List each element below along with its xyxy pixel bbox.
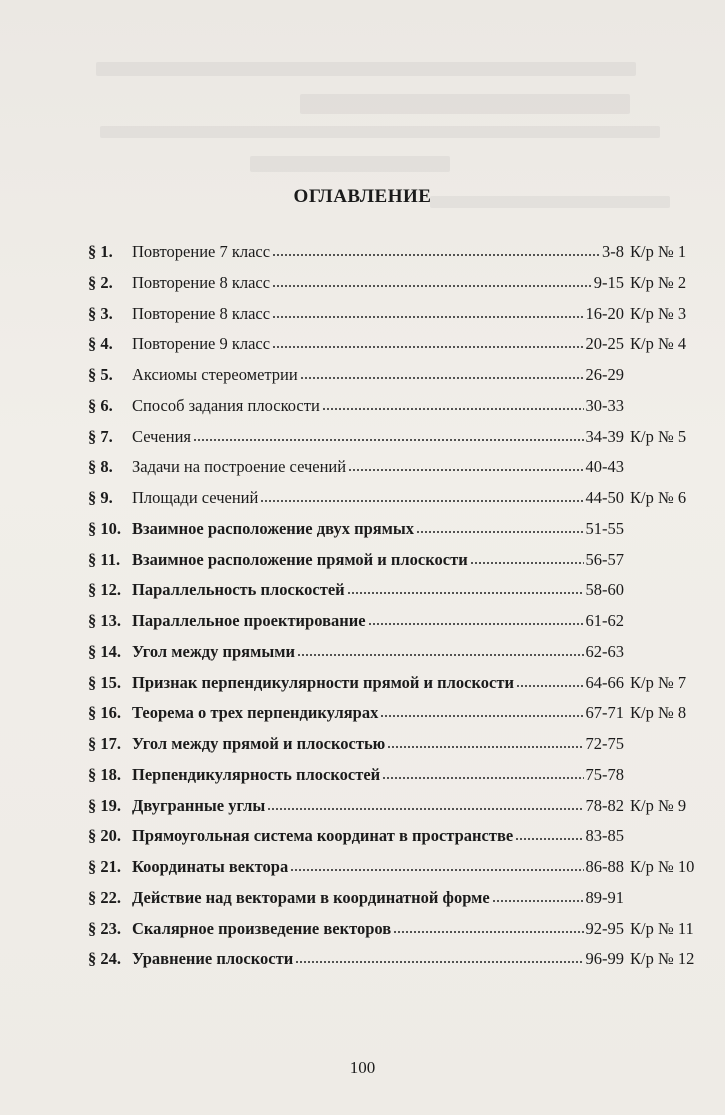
section-number: § 13.: [88, 611, 121, 630]
toc-entry: [88, 550, 708, 581]
section-title: Взаимное расположение двух прямых: [132, 518, 415, 538]
bleed-through-mark: [100, 126, 660, 138]
section-title: Угол между прямой и плоскостью: [132, 734, 386, 753]
toc-entry: [88, 765, 708, 796]
dot-leader: [322, 397, 584, 411]
page-range: 86-88: [585, 857, 624, 876]
page-range: 58-60: [585, 580, 624, 600]
section-title: Уравнение плоскости: [132, 949, 294, 969]
dot-leader: [272, 274, 592, 288]
section-number: § 11.: [88, 549, 121, 569]
test-label: К/р № 9: [630, 795, 687, 815]
toc-entry: [88, 488, 708, 519]
page-range: 51-55: [585, 518, 624, 538]
section-title: Взаимное расположение прямой и плоскости: [132, 549, 468, 569]
test-label: К/р № 11: [630, 918, 694, 938]
toc-entry: [88, 734, 708, 765]
dot-leader: [347, 581, 584, 595]
test-label: К/р № 5: [630, 426, 687, 446]
dot-leader: [380, 704, 583, 718]
page-range: 56-57: [585, 549, 624, 569]
section-title: Прямоугольная система координат в пространстве: [132, 826, 514, 846]
section-title: Повторение 8 класс: [132, 272, 271, 292]
toc-entry: [88, 857, 708, 888]
section-number: § 5.: [88, 365, 113, 384]
dot-leader: [297, 643, 584, 657]
dot-leader: [267, 797, 583, 811]
toc-entry: [88, 396, 708, 427]
page-range: 67-71: [585, 703, 624, 723]
section-number: § 1.: [88, 242, 113, 261]
toc-entry: [88, 888, 708, 919]
toc-entry: [88, 796, 708, 827]
dot-leader: [193, 428, 584, 442]
test-label: К/р № 7: [630, 672, 687, 692]
toc-entry: [88, 334, 708, 365]
section-number: § 17.: [88, 734, 121, 753]
page-range: 26-29: [585, 365, 624, 384]
dot-leader: [382, 766, 583, 780]
section-title: Повторение 9 класс: [132, 334, 271, 354]
section-title: Скалярное произведение векторов: [132, 918, 392, 938]
page-range: 78-82: [585, 795, 624, 815]
section-title: Повторение 8 класс: [132, 303, 271, 323]
dot-leader: [393, 920, 583, 934]
section-number: § 10.: [88, 518, 121, 538]
bleed-through-mark: [96, 62, 636, 76]
section-number: § 19.: [88, 795, 121, 815]
section-title: Теорема о трех перпендикулярах: [132, 703, 379, 723]
page-range: 89-91: [585, 887, 624, 907]
section-number: § 21.: [88, 857, 121, 876]
page-range: 20-25: [585, 334, 624, 354]
toc-title: ОГЛАВЛЕНИЕ: [293, 186, 432, 207]
section-title: Сечения: [132, 426, 191, 446]
dot-leader: [368, 612, 584, 626]
page-range: 61-62: [585, 611, 624, 630]
dot-leader: [290, 858, 583, 872]
section-title: Площади сечений: [132, 488, 259, 507]
section-number: § 12.: [88, 580, 121, 600]
page-range: 3-8: [602, 242, 624, 261]
test-label: К/р № 2: [630, 272, 687, 292]
page-range: 96-99: [585, 949, 624, 969]
dot-leader: [416, 520, 583, 534]
dot-leader: [470, 551, 584, 565]
toc-entry: [88, 580, 708, 611]
toc-entry: [88, 365, 708, 396]
section-number: § 3.: [88, 303, 113, 323]
test-label: К/р № 6: [630, 488, 687, 507]
table-of-contents: [88, 242, 708, 980]
test-label: К/р № 4: [630, 334, 687, 354]
section-number: § 23.: [88, 918, 121, 938]
dot-leader: [272, 243, 600, 257]
section-title: Способ задания плоскости: [132, 395, 320, 415]
toc-entry: [88, 703, 708, 734]
page-range: 72-75: [585, 734, 624, 753]
section-title: Повторение 7 класс: [132, 242, 271, 261]
section-title: Задачи на построение сечений: [132, 457, 347, 477]
page-range: 16-20: [585, 303, 624, 323]
dot-leader: [515, 827, 583, 841]
toc-entry: [88, 427, 708, 458]
section-number: § 16.: [88, 703, 121, 723]
page-range: 44-50: [585, 488, 624, 507]
page-range: 40-43: [585, 457, 624, 477]
section-number: § 14.: [88, 641, 121, 661]
section-title: Перпендикулярность плоскостей: [132, 764, 381, 784]
page-range: 30-33: [585, 395, 624, 415]
section-number: § 15.: [88, 672, 121, 692]
dot-leader: [348, 458, 583, 472]
section-number: § 18.: [88, 764, 121, 784]
section-number: § 9.: [88, 488, 113, 507]
toc-entry: [88, 273, 708, 304]
toc-entry: [88, 457, 708, 488]
test-label: К/р № 3: [630, 303, 687, 323]
page-range: 64-66: [585, 672, 624, 692]
dot-leader: [516, 674, 584, 688]
section-title: Аксиомы стереометрии: [132, 365, 298, 384]
section-title: Действие над векторами в координатной форме: [132, 887, 490, 907]
section-title: Признак перпендикулярности прямой и плоскости: [132, 672, 514, 692]
page-range: 83-85: [585, 826, 624, 846]
dot-leader: [272, 305, 583, 319]
dot-leader: [492, 889, 584, 903]
section-title: Угол между прямыми: [132, 641, 295, 661]
test-label: К/р № 1: [630, 242, 687, 261]
toc-entry: [88, 919, 708, 950]
toc-entry: [88, 642, 708, 673]
section-title: Параллельность плоскостей: [132, 580, 345, 600]
section-number: § 22.: [88, 887, 121, 907]
bleed-through-mark: [250, 156, 450, 172]
dot-leader: [387, 735, 583, 749]
dot-leader: [272, 335, 583, 349]
page-range: 34-39: [585, 426, 624, 446]
test-label: К/р № 10: [630, 857, 695, 876]
toc-entry: [88, 519, 708, 550]
section-number: § 4.: [88, 334, 113, 354]
section-number: § 20.: [88, 826, 121, 846]
section-title: Параллельное проектирование: [132, 611, 366, 630]
test-label: К/р № 8: [630, 703, 687, 723]
test-label: К/р № 12: [630, 949, 695, 969]
toc-entry: [88, 242, 708, 273]
section-title: Координаты вектора: [132, 857, 289, 876]
section-number: § 6.: [88, 395, 113, 415]
toc-entry: [88, 949, 708, 980]
toc-entry: [88, 611, 708, 642]
dot-leader: [295, 950, 583, 964]
page-range: 75-78: [585, 764, 624, 784]
toc-entry: [88, 304, 708, 335]
toc-entry: [88, 673, 708, 704]
section-number: § 24.: [88, 949, 121, 969]
dot-leader: [260, 489, 583, 503]
page-range: 9-15: [593, 272, 624, 292]
section-number: § 2.: [88, 272, 113, 292]
page-range: 62-63: [585, 641, 624, 661]
dot-leader: [300, 366, 584, 380]
section-title: Двугранные углы: [132, 795, 266, 815]
page-number: 100: [349, 1058, 376, 1077]
bleed-through-mark: [300, 94, 630, 114]
toc-entry: [88, 826, 708, 857]
page-range: 92-95: [585, 918, 624, 938]
section-number: § 8.: [88, 457, 113, 477]
section-number: § 7.: [88, 426, 113, 446]
